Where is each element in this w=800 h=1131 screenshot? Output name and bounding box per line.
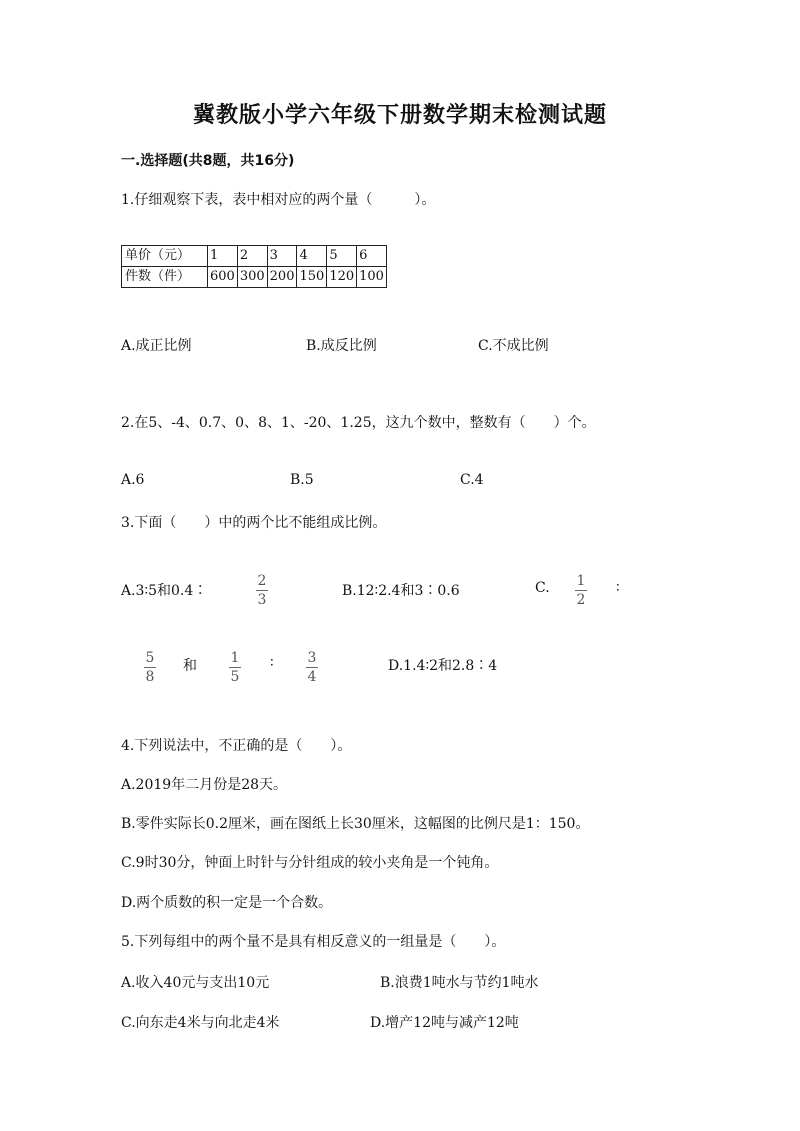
- fraction-bar: [256, 590, 268, 591]
- table-cell: 600: [208, 267, 238, 288]
- fraction-bar: [306, 667, 318, 668]
- table-cell: 3: [267, 246, 297, 267]
- question-4-option-c: C.9时30分，钟面上时针与分针组成的较小夹角是一个钝角。: [121, 855, 499, 871]
- question-4-option-b: B.零件实际长0.2厘米，画在图纸上长30厘米，这幅图的比例尺是1：150。: [121, 816, 590, 832]
- question-4-stem: 4.下列说法中，不正确的是（ ）。: [121, 738, 352, 754]
- section-heading: 一.选择题(共8题，共16分): [121, 153, 295, 169]
- fraction-three-quarters: [306, 650, 318, 685]
- fraction-five-eighths: [144, 650, 156, 685]
- question-3-option-d: D.1.4∶2和2.8∶4: [388, 658, 498, 674]
- question-2-option-b: B.5: [290, 472, 314, 488]
- ratio-colon: ∶: [616, 580, 620, 596]
- fraction-denominator: 8: [145, 669, 155, 685]
- fraction-bar: [229, 667, 241, 668]
- fraction-denominator: 2: [576, 592, 586, 608]
- question-2-option-a: A.6: [121, 472, 145, 488]
- question-2-option-c: C.4: [460, 472, 484, 488]
- fraction-numerator: 3: [307, 650, 317, 666]
- question-2-stem: 2.在5、-4、0.7、0、8、1、-20、1.25，这九个数中，整数有（ ）个。: [121, 415, 596, 431]
- table-cell: 5: [327, 246, 357, 267]
- table-cell: 120: [327, 267, 357, 288]
- fraction-bar: [144, 667, 156, 668]
- fraction-numerator: 1: [576, 573, 586, 589]
- question-1-option-c: C.不成比例: [478, 338, 549, 354]
- fraction-denominator: 4: [307, 669, 317, 685]
- fraction-one-half: [575, 573, 587, 608]
- fraction-bar: [575, 590, 587, 591]
- fraction-numerator: 2: [257, 573, 267, 589]
- table-cell: 150: [297, 267, 327, 288]
- table-cell: 300: [237, 267, 267, 288]
- question-4-option-a: A.2019年二月份是28天。: [121, 777, 288, 793]
- fraction-numerator: 1: [230, 650, 240, 666]
- fraction-two-thirds: [256, 573, 268, 608]
- question-5-option-a: A.收入40元与支出10元: [121, 975, 270, 991]
- question-5-option-d: D.增产12吨与减产12吨: [370, 1015, 519, 1031]
- question-3-option-b: B.12∶2.4和3∶0.6: [342, 583, 460, 599]
- ratio-colon: ∶: [270, 655, 274, 671]
- question-1-option-a: A.成正比例: [121, 338, 192, 354]
- question-3-option-c: C.: [535, 580, 550, 596]
- price-quantity-table: [121, 245, 387, 288]
- table-cell: 6: [357, 246, 387, 267]
- question-3-stem: 3.下面（ ）中的两个比不能组成比例。: [121, 515, 387, 531]
- table-cell: 1: [208, 246, 238, 267]
- table-row-label: 单价（元）: [122, 246, 208, 267]
- question-1-stem: 1.仔细观察下表，表中相对应的两个量（ ）。: [121, 192, 436, 208]
- question-4-option-d: D.两个质数的积一定是一个合数。: [121, 895, 333, 911]
- table-row-label: 件数（件）: [122, 267, 208, 288]
- fraction-denominator: 5: [230, 669, 240, 685]
- table-cell: 2: [237, 246, 267, 267]
- fraction-denominator: 3: [257, 592, 267, 608]
- table-cell: 200: [267, 267, 297, 288]
- table-cell: 100: [357, 267, 387, 288]
- question-3-option-a: A.3∶5和0.4∶: [121, 583, 208, 599]
- table-row: [122, 246, 387, 267]
- conjunction-he: 和: [183, 658, 197, 674]
- page-title: 冀教版小学六年级下册数学期末检测试题: [192, 103, 607, 128]
- table-row: [122, 267, 387, 288]
- fraction-one-fifth: [229, 650, 241, 685]
- question-5-stem: 5.下列每组中的两个量不是具有相反意义的一组量是（ ）。: [121, 934, 506, 950]
- table-cell: 4: [297, 246, 327, 267]
- question-5-option-b: B.浪费1吨水与节约1吨水: [380, 975, 539, 991]
- question-1-option-b: B.成反比例: [306, 338, 377, 354]
- fraction-numerator: 5: [145, 650, 155, 666]
- question-5-option-c: C.向东走4米与向北走4米: [121, 1015, 280, 1031]
